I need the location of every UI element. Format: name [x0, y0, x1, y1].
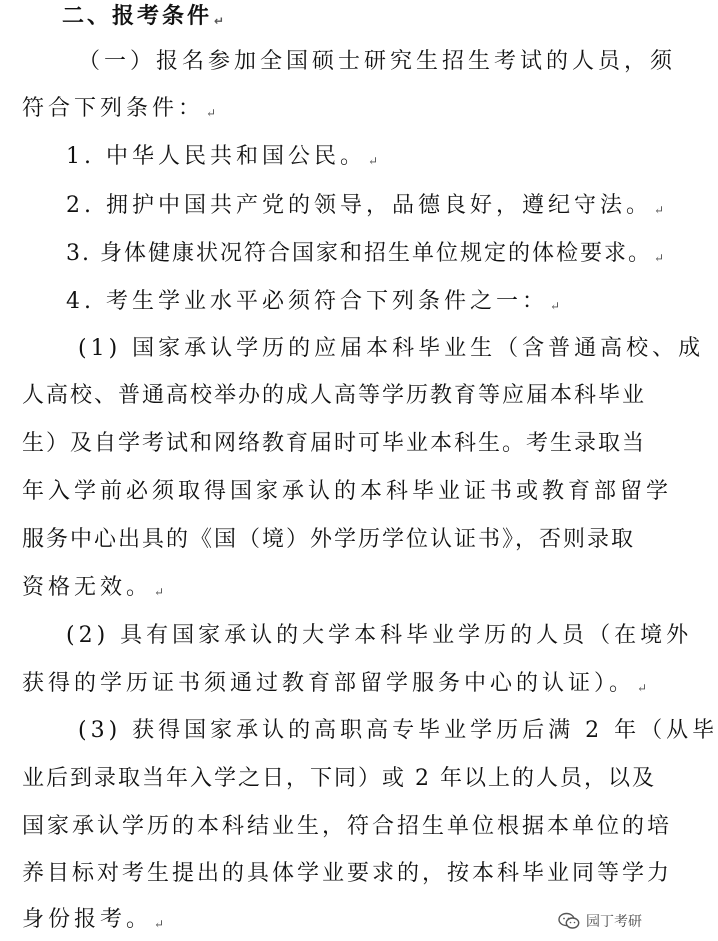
paragraph-line	[22, 94, 216, 128]
sub-condition-line	[66, 621, 692, 651]
line-text: 3. 身体健康状况符合国家和招生单位规定的体检要求。	[66, 241, 652, 266]
line-text: 符合下列条件：	[22, 96, 205, 121]
paragraph-line	[78, 47, 676, 77]
line-text: 1. 中华人民共和国公民。	[66, 144, 366, 169]
line-text: 服务中心出具的《国（境）外学历学位认证书》，否则录取	[22, 527, 636, 552]
paragraph-mark: ↵	[367, 154, 379, 168]
condition-item	[66, 287, 560, 321]
sub-condition-line	[22, 525, 635, 555]
line-text: 业后到录取当年入学之日，下同）或 2 年以上的人员，以及	[22, 766, 656, 791]
sub-condition-line	[22, 381, 646, 411]
line-text: 4. 考生学业水平必须符合下列条件之一：	[66, 289, 548, 314]
line-text: 养目标对考生提出的具体学业要求的，按本科毕业同等学力	[22, 861, 673, 886]
paragraph-mark: ↵	[154, 917, 165, 931]
paragraph-mark: ↵	[654, 251, 665, 265]
sub-condition-line	[22, 905, 164, 939]
sub-condition-line	[78, 716, 718, 746]
heading-text: 二、报考条件	[62, 4, 213, 29]
section-heading	[62, 2, 224, 36]
line-text: 生）及自学考试和网络教育届时可毕业本科生。考生录取当	[22, 431, 647, 456]
sub-condition-line	[22, 573, 164, 607]
watermark	[554, 909, 646, 933]
paragraph-mark: ↵	[214, 14, 225, 28]
line-text: (3) 获得国家承认的高职高专毕业学历后满 2 年（从毕	[78, 718, 718, 743]
line-text: 年入学前必须取得国家承认的本科毕业证书或教育部留学	[22, 479, 673, 504]
sub-condition-line	[22, 669, 647, 703]
wechat-icon	[558, 912, 580, 930]
paragraph-mark: ↵	[206, 106, 217, 120]
line-text: 获得的学历证书须通过教育部留学服务中心的认证）。	[22, 671, 636, 696]
line-text: 资格无效。	[22, 575, 153, 600]
line-text: （一）报名参加全国硕士研究生招生考试的人员，须	[78, 49, 677, 74]
paragraph-mark: ↵	[637, 681, 648, 695]
line-text: 国家承认学历的本科结业生，符合招生单位根据本单位的培	[22, 814, 673, 839]
paragraph-mark: ↵	[654, 203, 665, 217]
line-text: (2) 具有国家承认的大学本科毕业学历的人员（在境外	[66, 623, 693, 648]
paragraph-mark: ↵	[550, 299, 561, 313]
line-text: (1) 国家承认学历的应届本科毕业生（含普通高校、成	[78, 336, 705, 361]
sub-condition-line	[78, 334, 704, 364]
condition-item	[66, 191, 664, 225]
condition-item	[66, 239, 664, 273]
sub-condition-line	[22, 812, 672, 842]
sub-condition-line	[22, 429, 646, 459]
line-text: 身份报考。	[22, 907, 153, 932]
sub-condition-line	[22, 764, 656, 794]
sub-condition-line	[22, 859, 672, 889]
paragraph-mark: ↵	[154, 585, 165, 599]
line-text: 人高校、普通高校举办的成人高等学历教育等应届本科毕业	[22, 383, 647, 408]
condition-item	[66, 142, 378, 176]
watermark-text: 园丁考研	[586, 914, 642, 930]
line-text: 2. 拥护中国共产党的领导，品德良好，遵纪守法。	[66, 193, 652, 218]
sub-condition-line	[22, 477, 672, 507]
